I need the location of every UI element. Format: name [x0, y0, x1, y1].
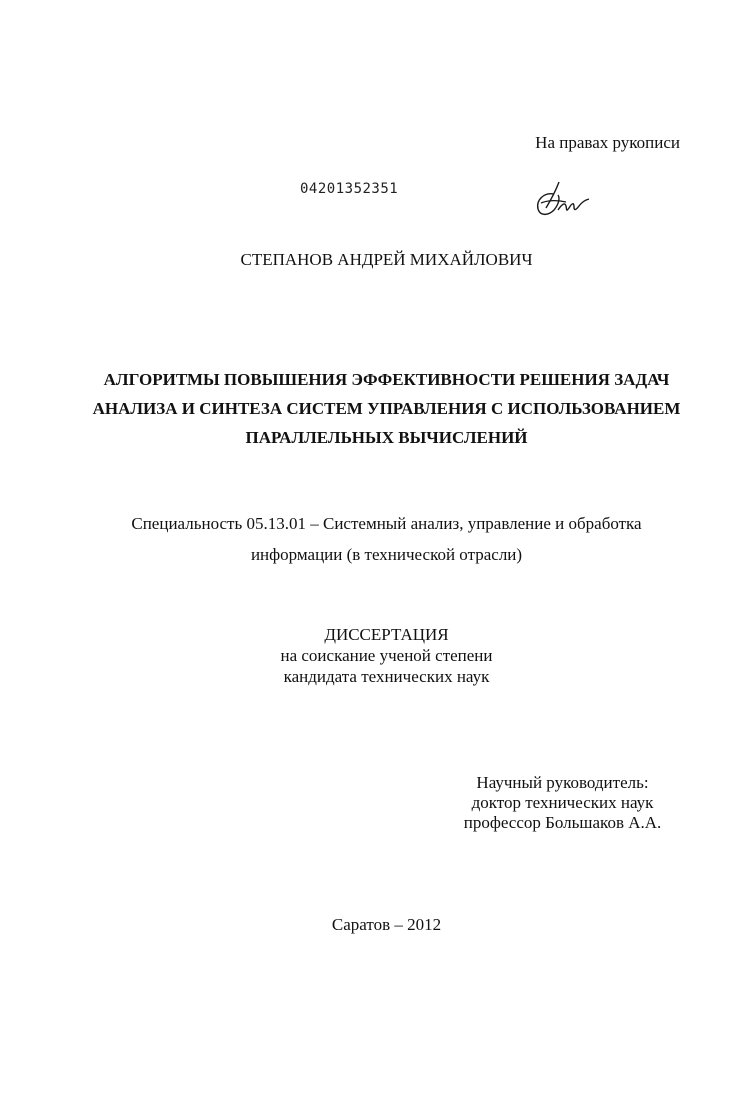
title-line: АЛГОРИТМЫ ПОВЫШЕНИЯ ЭФФЕКТИВНОСТИ РЕШЕНИЯ ЗАДАЧ [103, 370, 670, 389]
specialty-block [40, 508, 733, 570]
handwritten-signature [532, 176, 594, 222]
specialty-line: Специальность 05.13.01 – Системный анализ, управление и обработка [131, 514, 642, 533]
dissertation-title [60, 365, 713, 452]
title-line: ПАРАЛЛЕЛЬНЫХ ВЫЧИСЛЕНИЙ [245, 428, 528, 447]
specialty-line: информации (в технической отрасли) [250, 545, 523, 564]
dissertation-heading: ДИССЕРТАЦИЯ [324, 625, 449, 644]
dissertation-purpose: на соискание ученой степени [280, 646, 493, 665]
author-name: СТЕПАНОВ АНДРЕЙ МИХАЙЛОВИЧ [240, 250, 533, 269]
dissertation-block [0, 624, 733, 687]
city-year: Саратов – 2012 [331, 915, 442, 934]
title-line: АНАЛИЗА И СИНТЕЗА СИСТЕМ УПРАВЛЕНИЯ С ИСПОЛЬЗОВАНИЕМ [92, 399, 681, 418]
supervisor-block [450, 773, 675, 833]
dissertation-degree: кандидата технических наук [283, 667, 490, 686]
supervisor-degree: доктор технических наук [471, 793, 654, 812]
rights-note: На правах рукописи [535, 133, 680, 152]
supervisor-name: профессор Большаков А.А. [463, 813, 662, 832]
supervisor-label: Научный руководитель: [476, 773, 649, 792]
registration-code: 04201352351 [300, 181, 399, 197]
